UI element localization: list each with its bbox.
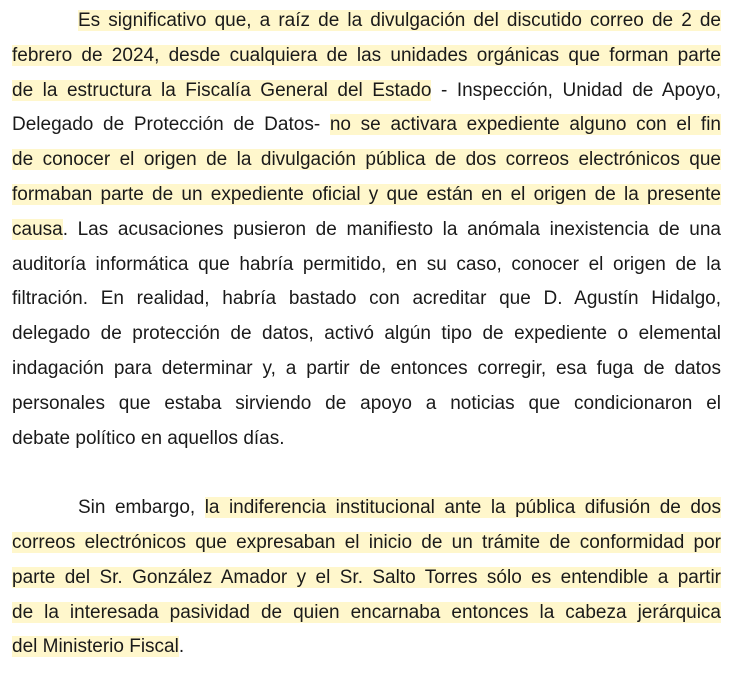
text-segment: personales que estaba sirviendo de apoyo a noticias que condicionaron el: [12, 392, 721, 414]
text-line: [12, 317, 721, 352]
text-segment: Delegado de Protección de Datos-: [12, 114, 330, 136]
text-line: [12, 422, 721, 457]
highlighted-text: parte del Sr. González Amador y el Sr. Salto Torres sólo es entendible a partir: [12, 566, 721, 588]
text-line: [12, 213, 721, 248]
text-line: [12, 178, 721, 213]
highlighted-text: febrero de 2024, desde cualquiera de las unidades orgánicas que forman parte: [12, 44, 721, 66]
text-line: [12, 561, 721, 596]
text-segment: Sin embargo,: [78, 497, 205, 519]
text-segment: filtración. En realidad, habría bastado con acreditar que D. Agustín Hidalgo,: [12, 288, 721, 310]
highlighted-text: de la estructura la Fiscalía General del Estado: [12, 79, 432, 101]
highlighted-text: del Ministerio Fiscal: [12, 636, 179, 658]
paragraph-gap: [12, 456, 721, 491]
text-line: [12, 143, 721, 178]
text-line: [12, 108, 721, 143]
paragraph-1: [12, 4, 721, 456]
text-line: [12, 630, 721, 665]
text-line: [12, 491, 721, 526]
text-line: [12, 74, 721, 109]
text-line: [12, 387, 721, 422]
text-segment: debate político en aquellos días.: [12, 427, 285, 449]
highlighted-text: formaban parte de un expediente oficial y que están en el origen de la presente: [12, 183, 721, 205]
text-line: [12, 4, 721, 39]
text-segment: .: [178, 636, 185, 658]
text-line: [12, 39, 721, 74]
text-segment: delegado de protección de datos, activó algún tipo de expediente o elemental: [12, 323, 721, 345]
text-segment: indagación para determinar y, a partir de entonces corregir, esa fuga de datos: [12, 357, 721, 379]
text-line: [12, 248, 721, 283]
highlighted-text: la indiferencia institucional ante la pública difusión de dos: [204, 497, 721, 519]
highlighted-text: correos electrónicos que expresaban el inicio de un trámite de conformidad por: [12, 531, 721, 553]
text-segment: auditoría informática que habría permitido, en su caso, conocer el origen de la: [12, 253, 721, 275]
highlighted-text: causa: [12, 218, 63, 240]
highlighted-text: Es significativo que, a raíz de la divulgación del discutido correo de 2 de: [78, 10, 721, 31]
paragraph-2: [12, 491, 721, 665]
highlighted-text: no se activara expediente alguno con el fin: [329, 114, 721, 136]
text-line: [12, 282, 721, 317]
text-line: [12, 352, 721, 387]
highlighted-text: de la interesada pasividad de quien encarnaba entonces la cabeza jerárquica: [12, 601, 721, 623]
text-line: [12, 596, 721, 631]
highlighted-text: de conocer el origen de la divulgación pública de dos correos electrónicos que: [12, 149, 721, 171]
document-body: [12, 4, 721, 665]
text-line: [12, 526, 721, 561]
text-segment: - Inspección, Unidad de Apoyo,: [431, 79, 721, 101]
text-segment: . Las acusaciones pusieron de manifiesto la anómala inexistencia de una: [62, 218, 721, 240]
